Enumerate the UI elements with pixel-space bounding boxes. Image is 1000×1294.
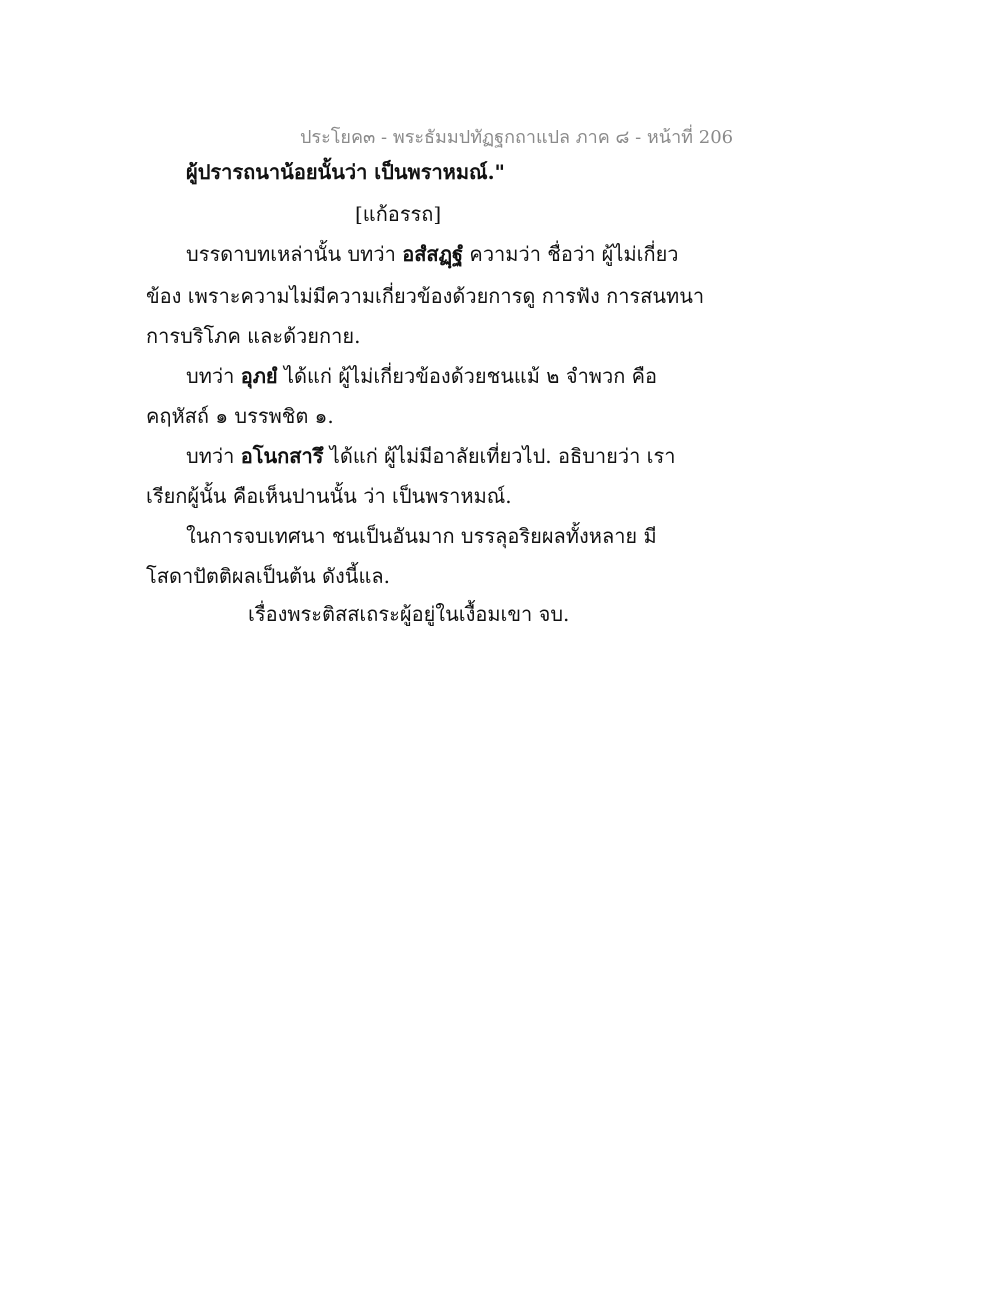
paragraph-line: คฤหัสถ์ ๑ บรรพชิต ๑.: [146, 404, 334, 428]
paragraph-line: ในการจบเทศนา ชนเป็นอันมาก บรรลุอริยผลทั้งหลาย มี: [186, 524, 657, 548]
text-span: บรรดาบทเหล่านั้น บทว่า: [186, 242, 403, 266]
text-span: บทว่า: [186, 364, 241, 388]
paragraph-line: [186, 442, 675, 470]
text-span: ได้แก่ ผู้ไม่เกี่ยวข้องด้วยชนแม้ ๒ จำพวก คือ: [277, 364, 658, 388]
text-span: บทว่า: [186, 444, 241, 468]
section-heading: [แก้อรรถ]: [355, 202, 442, 226]
pali-term: อสํสฏฺฐํ: [402, 242, 464, 266]
paragraph-line: [186, 240, 679, 268]
paragraph-line: โสดาปัตติผลเป็นต้น ดังนี้แล.: [146, 564, 390, 588]
paragraph-line: การบริโภค และด้วยกาย.: [146, 324, 361, 348]
text-span: ได้แก่ ผู้ไม่มีอาลัยเที่ยวไป. อธิบายว่า เรา: [323, 444, 676, 468]
story-end-line: เรื่องพระติสสเถระผู้อยู่ในเงื้อมเขา จบ.: [248, 602, 570, 626]
pali-term: อุภยํ: [240, 364, 278, 388]
verse-closing-line: ผู้ปรารถนาน้อยนั้นว่า เป็นพราหมณ์.": [186, 160, 505, 184]
paragraph-line: เรียกผู้นั้น คือเห็นปานนั้น ว่า เป็นพราหมณ์.: [146, 484, 512, 508]
text-span: ความว่า ชื่อว่า ผู้ไม่เกี่ยว: [463, 242, 679, 266]
paragraph-line: [186, 362, 657, 390]
pali-term: อโนกสารึ: [240, 444, 324, 468]
page-header: ประโยค๓ - พระธัมมปทัฏฐกถาแปล ภาค ๘ - หน้าที่ 206: [300, 127, 734, 148]
paragraph-line: ข้อง เพราะความไม่มีความเกี่ยวข้องด้วยการดู การฟัง การสนทนา: [146, 284, 705, 308]
